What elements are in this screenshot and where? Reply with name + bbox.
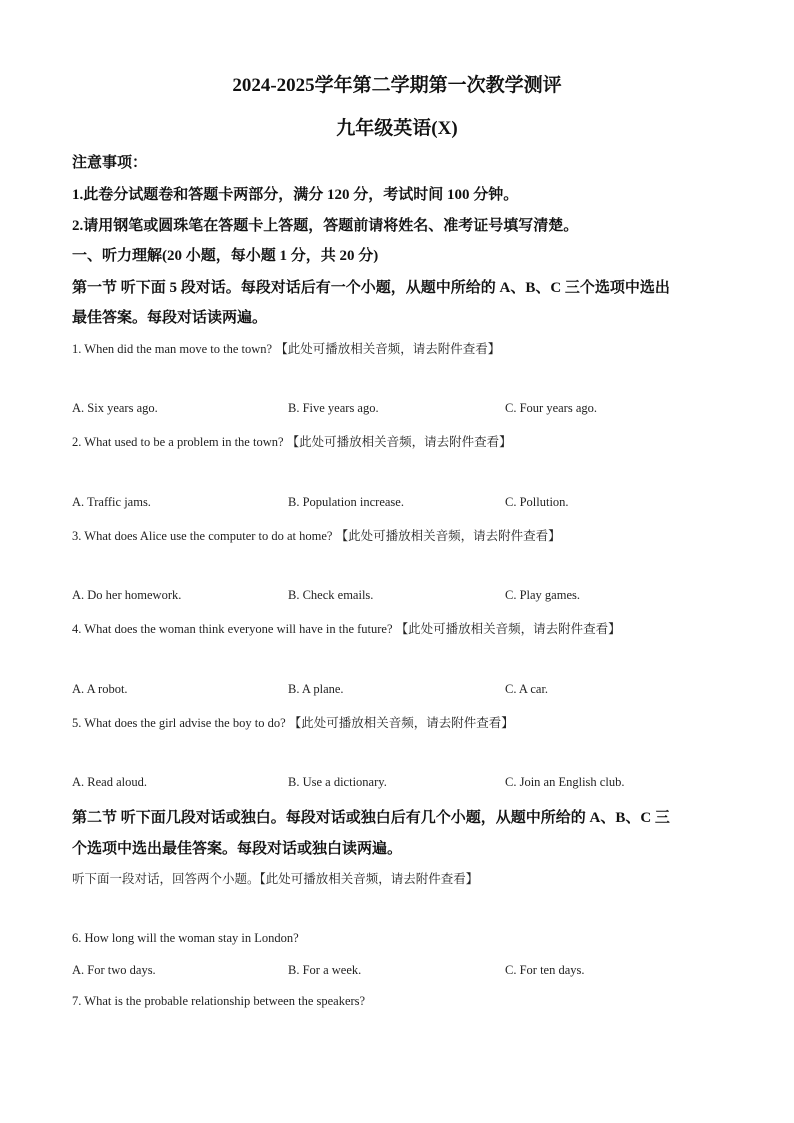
- question-text: 1. When did the man move to the town?: [72, 342, 273, 356]
- option-b: B. Check emails.: [288, 588, 374, 602]
- option-a: A. For two days.: [72, 963, 156, 977]
- notice-item-1: 1.此卷分试题卷和答题卡两部分，满分 120 分，考试时间 100 分钟。: [72, 187, 519, 203]
- question-2: [72, 432, 512, 450]
- audio-placeholder[interactable]: 【此处可播放相关音频，请去附件查看】: [335, 529, 561, 543]
- option-b: B. Five years ago.: [288, 401, 379, 415]
- option-c: C. Pollution.: [505, 495, 569, 509]
- question-7: 7. What is the probable relationship between the speakers?: [72, 994, 366, 1008]
- option-c: C. For ten days.: [505, 963, 585, 977]
- dialogue-intro: [72, 869, 478, 887]
- section2-instruction-line1: 第二节 听下面几段对话或独白。每段对话或独白后有几个小题，从题中所给的 A、B、C 三: [72, 810, 670, 826]
- audio-placeholder[interactable]: 【此处可播放相关音频，请去附件查看】: [286, 435, 512, 449]
- option-a: A. Read aloud.: [72, 775, 147, 789]
- option-b: B. A plane.: [288, 682, 344, 696]
- option-b: B. Population increase.: [288, 495, 404, 509]
- option-a: A. Do her homework.: [72, 588, 182, 602]
- question-5: [72, 713, 514, 731]
- option-b: B. Use a dictionary.: [288, 775, 387, 789]
- page-subtitle: 九年级英语(X): [336, 118, 458, 139]
- question-6: 6. How long will the woman stay in London?: [72, 931, 299, 945]
- section2-instruction-line2: 个选项中选出最佳答案。每段对话或独白读两遍。: [72, 841, 403, 857]
- section1-instruction-line2: 最佳答案。每段对话读两遍。: [72, 310, 268, 326]
- question-text: 2. What used to be a problem in the town?: [72, 435, 284, 449]
- audio-placeholder[interactable]: 【此处可播放相关音频，请去附件查看】: [259, 872, 479, 886]
- question-text: 4. What does the woman think everyone will have in the future?: [72, 622, 393, 636]
- part1-heading: 一、听力理解(20 小题，每小题 1 分，共 20 分): [72, 248, 379, 264]
- option-c: C. A car.: [505, 682, 549, 696]
- option-a: A. Traffic jams.: [72, 495, 151, 509]
- section1-instruction-line1: 第一节 听下面 5 段对话。每段对话后有一个小题，从题中所给的 A、B、C 三个选项中选出: [72, 280, 670, 296]
- option-b: B. For a week.: [288, 963, 362, 977]
- question-3: [72, 526, 561, 544]
- notice-heading: 注意事项：: [72, 155, 148, 171]
- option-a: A. Six years ago.: [72, 401, 158, 415]
- audio-placeholder[interactable]: 【此处可播放相关音频，请去附件查看】: [395, 622, 621, 636]
- page-title: 2024-2025学年第二学期第一次教学测评: [232, 75, 562, 96]
- notice-item-2: 2.请用钢笔或圆珠笔在答题卡上答题，答题前请将姓名、准考证号填写清楚。: [72, 218, 579, 234]
- option-c: C. Join an English club.: [505, 775, 625, 789]
- question-1: [72, 339, 500, 357]
- question-4: [72, 619, 621, 637]
- option-c: C. Play games.: [505, 588, 580, 602]
- option-a: A. A robot.: [72, 682, 128, 696]
- audio-placeholder[interactable]: 【此处可播放相关音频，请去附件查看】: [275, 342, 501, 356]
- question-text: 5. What does the girl advise the boy to do?: [72, 716, 286, 730]
- question-text: 3. What does Alice use the computer to do at home?: [72, 529, 333, 543]
- audio-placeholder[interactable]: 【此处可播放相关音频，请去附件查看】: [288, 716, 514, 730]
- dialogue-intro-text: 听下面一段对话，回答两个小题。: [72, 872, 260, 886]
- option-c: C. Four years ago.: [505, 401, 597, 415]
